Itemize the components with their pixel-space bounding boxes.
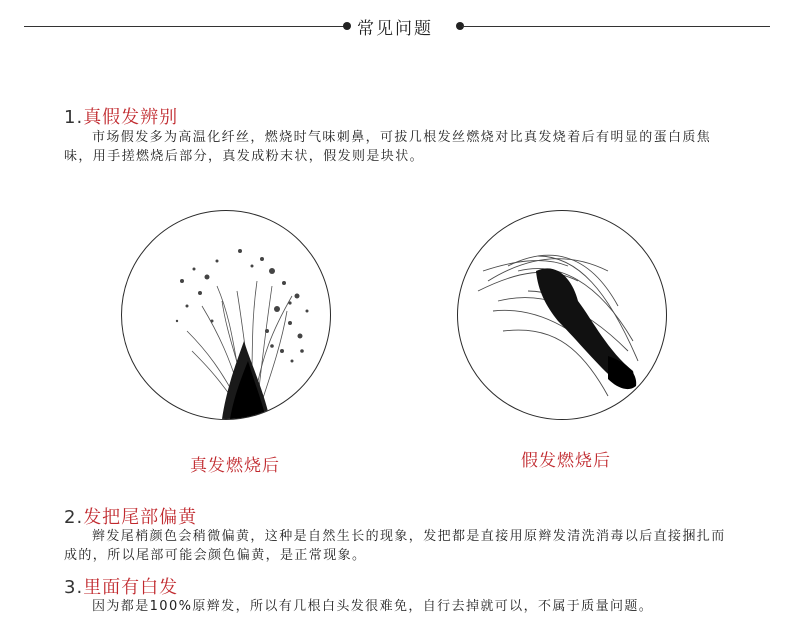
- fake-hair-caption: 假发燃烧后: [521, 451, 611, 471]
- section-3-heading: [64, 573, 178, 599]
- fake-hair-burnt-image: [457, 210, 667, 420]
- section-1-body: 市场假发多为高温化纤丝，燃烧时气味刺鼻，可拔几根发丝燃烧对比真发烧着后有明显的蛋白质焦味，用手搓燃烧后部分，真发成粉末状，假发则是块状。: [64, 130, 712, 164]
- section-2-body: 辫发尾梢颜色会稍微偏黄，这种是自然生长的现象，发把都是直接用原辫发清洗消毒以后直接捆扎而成的，所以尾部可能会颜色偏黄，是正常现象。: [64, 529, 726, 563]
- section-1-heading: [64, 103, 178, 129]
- section-title: 里面有白发: [83, 577, 179, 598]
- section-number: 1.: [64, 107, 84, 128]
- section-2-heading: [64, 503, 197, 529]
- page-title: 常见问题: [357, 19, 433, 39]
- real-hair-caption: 真发燃烧后: [190, 456, 280, 476]
- header-rule-right: [462, 26, 770, 27]
- real-hair-burnt-image: [121, 210, 331, 420]
- burnt-real-hair-photo: [122, 211, 330, 419]
- section-title: 真假发辨别: [83, 107, 179, 128]
- section-3-body: 因为都是100%原辫发，所以有几根白头发很难免，自行去掉就可以，不属于质量问题。: [92, 599, 654, 614]
- burnt-fake-hair-photo: [458, 211, 666, 419]
- section-number: 3.: [64, 577, 84, 598]
- section-title: 发把尾部偏黄: [83, 507, 198, 528]
- section-number: 2.: [64, 507, 84, 528]
